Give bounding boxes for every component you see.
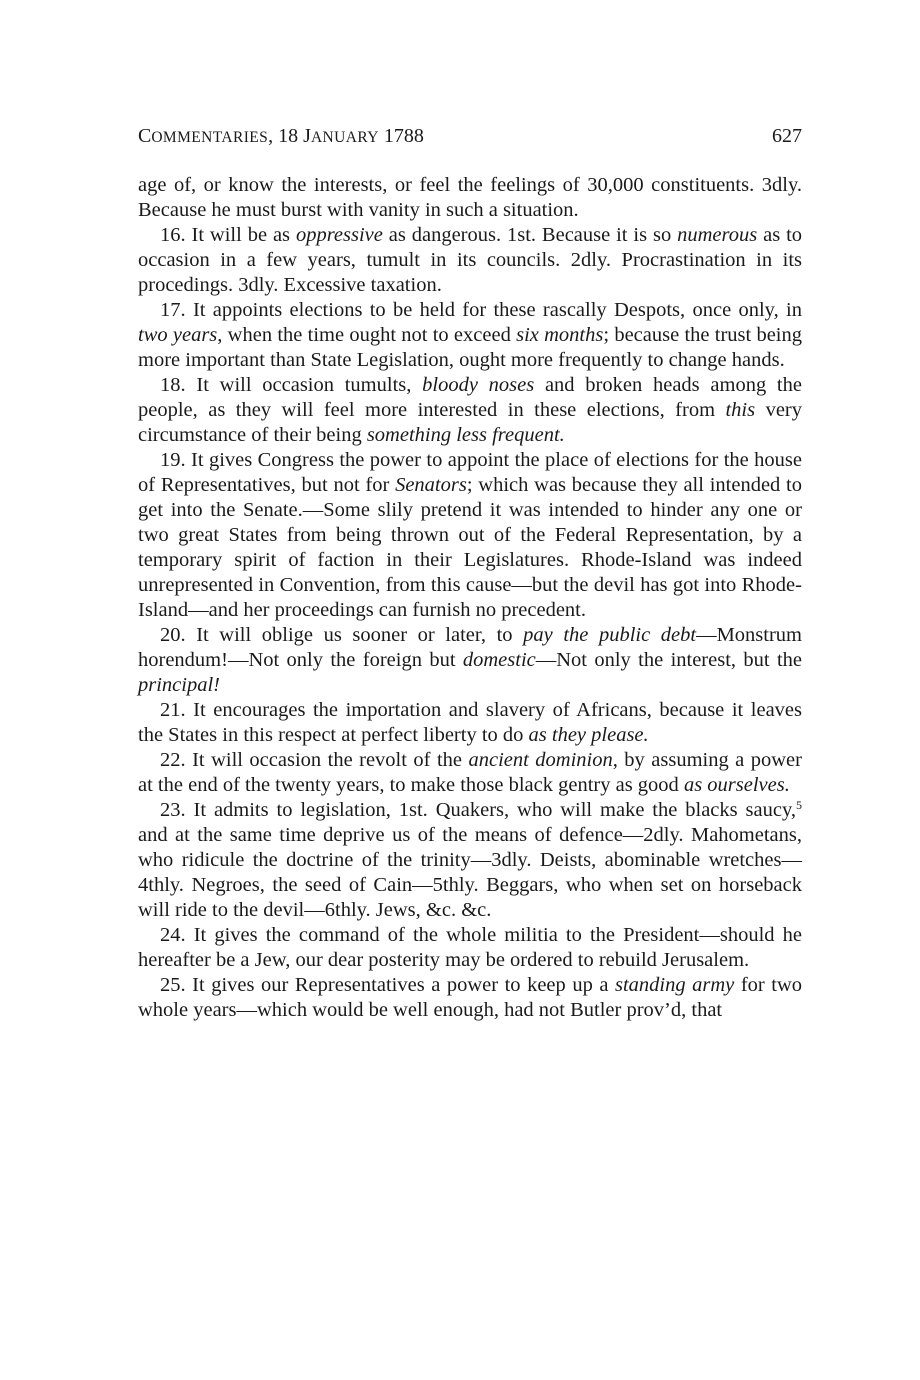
text-run: —Monstrum horendum!—Not only the foreign but (138, 624, 802, 671)
text-run: age of, or know the interests, or feel the feelings of 30,000 constituents. 3dly. Because he must burst with vanity in such a situation. (138, 174, 802, 221)
paragraph (138, 923, 802, 973)
paragraph (138, 373, 802, 448)
paragraph (138, 173, 802, 223)
italic-run: pay the public debt (523, 624, 697, 646)
title-rest: OMMENTARIES (151, 129, 269, 146)
page-number: 627 (772, 125, 802, 147)
text-run: 18. It will occasion tumults, (160, 374, 423, 396)
italic-run: numerous (677, 224, 758, 246)
text-run: for two whole years—which would be well enough, had not Butler prov’d, that (138, 974, 803, 1021)
italic-run: bloody noses (422, 374, 535, 396)
paragraph (138, 448, 802, 623)
italic-run: six months (516, 324, 604, 346)
italic-run: as they please. (528, 724, 649, 746)
text-run: 20. It will oblige us sooner or later, to (160, 624, 524, 646)
text-run: and at the same time deprive us of the means of defence—2dly. Mahometans, who ridicule the doctrine of the trinity—3dly. Deists, abominable wretches—4thly. Negroes, the seed of Cain—5thly. Beggars, who when set on horseback will ride to the devil—6thly. Jews, &c. &c. (138, 824, 802, 921)
date-prefix: , 18 (268, 125, 304, 147)
italic-run: something less frequent. (366, 424, 565, 446)
italic-run: as ourselves. (683, 774, 790, 796)
paragraph (138, 298, 802, 373)
paragraph (138, 623, 802, 698)
month-initial: J (303, 125, 311, 147)
text-run: 23. It admits to legislation, 1st. Quakers, who will make the blacks saucy, (160, 799, 796, 821)
paragraph (138, 748, 802, 798)
footnote-ref: 5 (796, 798, 802, 812)
italic-run: ancient dominion (468, 749, 613, 771)
italic-run: two years (138, 324, 218, 346)
running-title (138, 124, 424, 150)
italic-run: oppressive (295, 224, 383, 246)
text-run: ; which was because they all intended to get into the Senate.—Some slily pretend it was intended to hinder any one or two great States from being thrown out of the Federal Representation, by a temporary spirit of faction in their Legislatures. Rhode-Island was indeed unrepresented in Convention, from this cause—but the devil has got into Rhode-Island—and her proceedings can furnish no precedent. (138, 474, 802, 621)
month-rest: ANUARY (310, 129, 379, 146)
text-run: —Not only the interest, but the (535, 649, 802, 671)
italic-run: standing army (614, 974, 735, 996)
text-run: and broken heads among the people, as they will feel more interested in these elections, from (138, 374, 802, 421)
year: 1788 (378, 125, 424, 147)
paragraph (138, 798, 802, 923)
text-run: as to occasion in a few years, tumult in its councils. 2dly. Procrastination in its procedings. 3dly. Excessive taxation. (138, 224, 803, 296)
running-head (138, 124, 802, 150)
paragraph (138, 223, 802, 298)
body-text (138, 173, 802, 1023)
text-run: 21. It encourages the importation and slavery of Africans, because it leaves the States in this respect at perfect liberty to do (138, 699, 802, 746)
text-run: 25. It gives our Representatives a power to keep up a (160, 974, 615, 996)
italic-run: this (725, 399, 756, 421)
text-run: , when the time ought not to exceed (217, 324, 517, 346)
text-run: 24. It gives the command of the whole militia to the President—should he hereafter be a Jew, our dear posterity may be ordered to rebuild Jerusalem. (138, 924, 802, 971)
text-run: , by assuming a power at the end of the twenty years, to make those black gentry as good (138, 749, 802, 796)
text-run: 17. It appoints elections to be held for these rascally Despots, once only, in (160, 299, 802, 321)
italic-run: Senators (395, 474, 467, 496)
italic-run: principal! (138, 674, 220, 696)
paragraph (138, 698, 802, 748)
text-run: 22. It will occasion the revolt of the (160, 749, 469, 771)
title-initial: C (138, 125, 152, 147)
text-run: 16. It will be as (160, 224, 296, 246)
paragraph (138, 973, 802, 1023)
text-run: ; because the trust being more important than State Legislation, ought more frequently to change hands. (138, 324, 802, 371)
text-run: as dangerous. 1st. Because it is so (382, 224, 678, 246)
italic-run: domestic (462, 649, 536, 671)
text-run: 19. It gives Congress the power to appoint the place of elections for the house of Representatives, but not for (138, 449, 802, 496)
text-run: very circumstance of their being (138, 399, 802, 446)
